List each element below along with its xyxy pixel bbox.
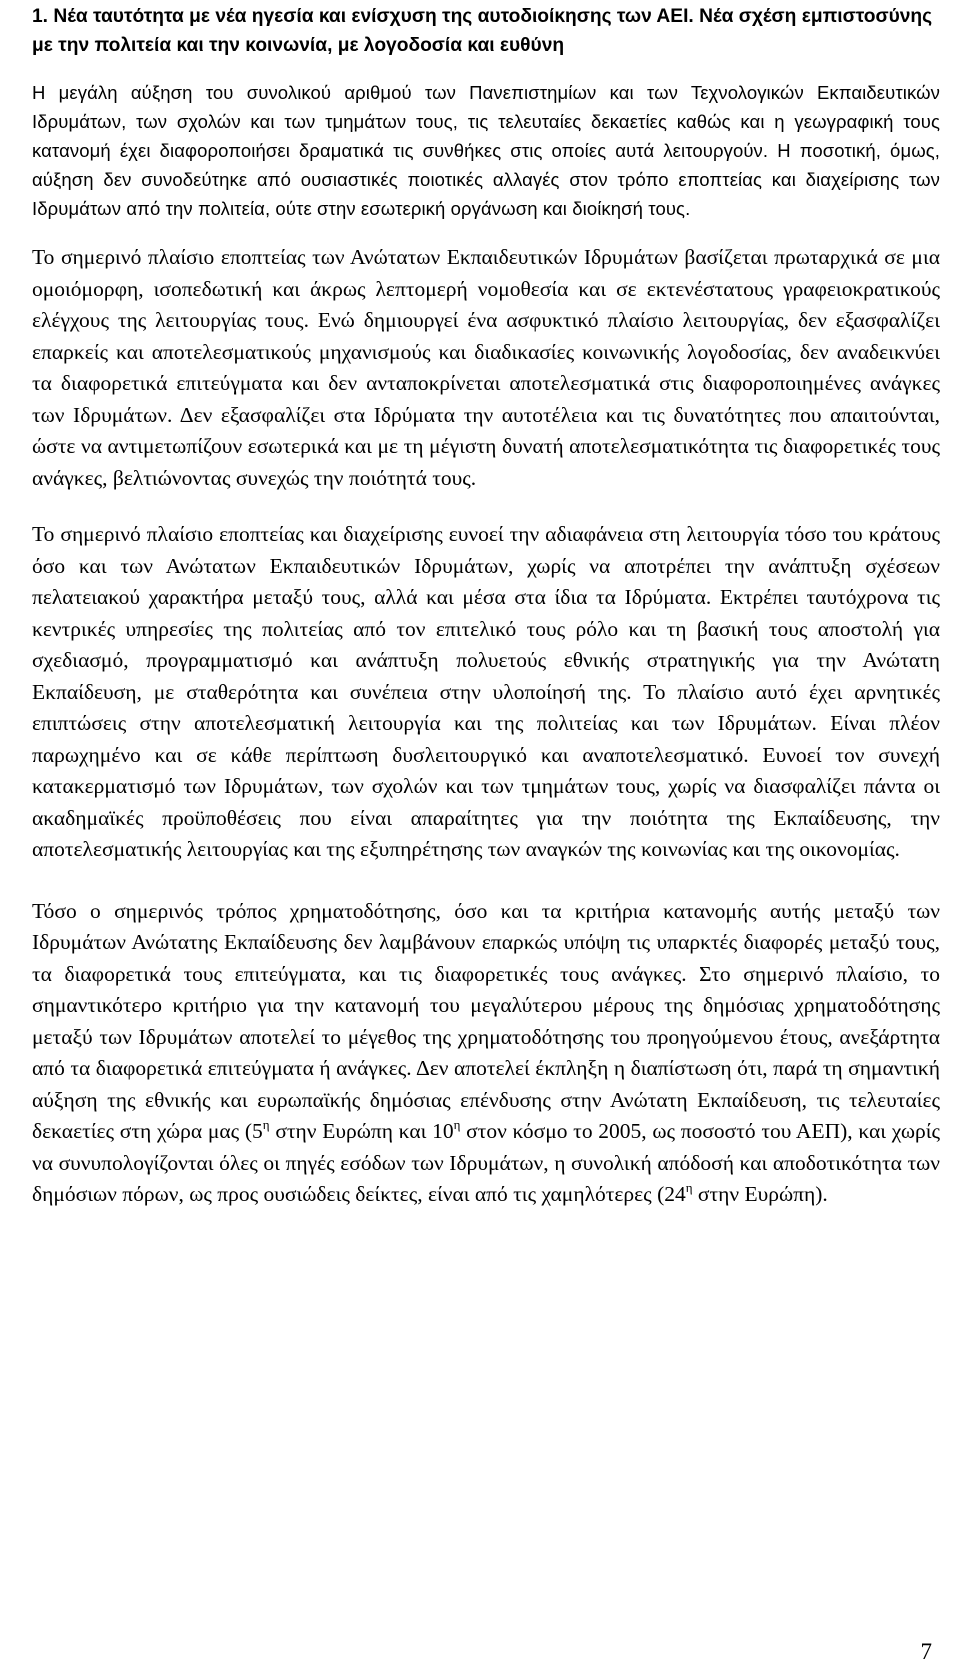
- paragraph-funding: [32, 896, 940, 1211]
- page-number: 7: [920, 1639, 932, 1664]
- paragraph-institutions-growth: Η μεγάλη αύξηση του συνολικού αριθμού των Πανεπιστημίων και των Τεχνολογικών Εκπαιδευτικών Ιδρυμάτων, των σχολών και των τμημάτων τους, τις τελευταίες δεκαετίες καθώς και η γεωγραφική τους κατανομή έχει διαφοροποιήσει δραματικά τις συνθήκες στις οποίες αυτά λειτουργούν. Η ποσοτική, όμως, αύξηση δεν συνοδεύτηκε από ουσιαστικές ποιοτικές αλλαγές στον τρόπο εποπτείας και διαχείρισης των Ιδρυμάτων από την πολιτεία, ούτε στην εσωτερική οργάνωση και διοίκησή τους.: [32, 82, 940, 219]
- ordinal-superscript: η: [453, 1117, 461, 1132]
- section-heading: 1. Νέα ταυτότητα με νέα ηγεσία και ενίσχυση της αυτοδιοίκησης των ΑΕΙ. Νέα σχέση εμπιστοσύνης με την πολιτεία και την κοινωνία, με λογοδοσία και ευθύνη: [32, 6, 933, 56]
- paragraph-supervision-framework: Το σημερινό πλαίσιο εποπτείας των Ανώτατων Εκπαιδευτικών Ιδρυμάτων βασίζεται πρωταρχικά σε μια ομοιόμορφη, ισοπεδωτική και άκρως λεπτομερή νομοθεσία και σε εκτενέστατους γραφειοκρατικούς ελέγχους της λειτουργίας τους. Ενώ δημιουργεί ένα ασφυκτικό πλαίσιο λειτουργίας, δεν εξασφαλίζει επαρκείς και αποτελεσματικούς μηχανισμούς και διαδικασίες κοινωνικής λογοδοσίας, δεν αναδεικνύει τα διαφορετικά επιτεύγματα και δεν ανταποκρίνεται αποτελεσματικά στις διαφοροποιημένες ανάγκες των Ιδρυμάτων. Δεν εξασφαλίζει στα Ιδρύματα την αυτοτέλεια και τις δυνατότητες που απαιτούνται, ώστε να αντιμετωπίζουν εσωτερικά και με τη μέγιστη δυνατή αποτελεσματικότητα τις διαφορετικές τους ανάγκες, βελτιώνοντας συνεχώς την ποιότητά τους.: [32, 245, 940, 490]
- paragraph-funding-part-4: στην Ευρώπη).: [692, 1182, 828, 1206]
- paragraph-funding-part-3: στον κόσμο το 2005, ως ποσοστό του ΑΕΠ), και χωρίς να συνυπολογίζονται όλες οι πηγές εσόδων των Ιδρυμάτων, η συνολική απόδοσή και αποδοτικότητα των δημόσιων πόρων, ως προς ουσιώδεις δείκτες, είναι από τις χαμηλότερες (24: [32, 1119, 940, 1206]
- paragraph-management-transparency: Το σημερινό πλαίσιο εποπτείας και διαχείρισης ευνοεί την αδιαφάνεια στη λειτουργία τόσο του κράτους όσο και των Ανώτατων Εκπαιδευτικών Ιδρυμάτων, χωρίς να αποτρέπει την ανάπτυξη σχέσεων πελατειακού χαρακτήρα μεταξύ τους, αλλά και μέσα στα ίδια τα Ιδρύματα. Εκτρέπει ταυτόχρονα τις κεντρικές υπηρεσίες της πολιτείας από τον επιτελικό τους ρόλο και τη βασική τους αποστολή για σχεδιασμό, προγραμματισμό και ανάπτυξη πολυετούς εθνικής στρατηγικής για την Ανώτατη Εκπαίδευση, με σταθερότητα και συνέπεια στην υλοποίησή της. Το πλαίσιο αυτό έχει αρνητικές επιπτώσεις στην αποτελεσματική λειτουργία και της πολιτείας και των Ιδρυμάτων. Είναι πλέον παρωχημένο και σε κάθε περίπτωση δυσλειτουργικό και αναποτελεσματικό. Ευνοεί τον συνεχή κατακερματισμό των Ιδρυμάτων, των σχολών και των τμημάτων τους, χωρίς να διασφαλίζει πάντα οι ακαδημαϊκές προϋποθέσεις που είναι απαραίτητες για την ποιότητα της Εκπαίδευσης, την αποτελεσματικής λειτουργίας και της εξυπηρέτησης των αναγκών της κοινωνίας και της οικονομίας.: [32, 522, 940, 861]
- ordinal-superscript: η: [262, 1117, 270, 1132]
- ordinal-superscript: η: [685, 1180, 693, 1195]
- paragraph-funding-part-2: στην Ευρώπη και 10: [269, 1119, 454, 1143]
- paragraph-funding-part-1: Τόσο ο σημερινός τρόπος χρηματοδότησης, όσο και τα κριτήρια κατανομής αυτής μεταξύ των Ιδρυμάτων Ανώτατης Εκπαίδευσης δεν λαμβάνουν επαρκώς υπόψη τις υπαρκτές διαφορές μεταξύ τους, τα διαφορετικά τους επιτεύγματα, και τις διαφορετικές τους ανάγκες. Στο σημερινό πλαίσιο, το σημαντικότερο κριτήριο για την κατανομή του μεγαλύτερου μέρους της δημόσιας χρηματοδότησης μεταξύ των Ιδρυμάτων αποτελεί το μέγεθος της χρηματοδότησης του προηγούμενου έτους, ανεξάρτητα από τα διαφορετικά επιτεύγματα ή ανάγκες. Δεν αποτελεί έκπληξη η διαπίστωση ότι, παρά τη σημαντική αύξηση της εθνικής και ευρωπαϊκής δημόσιας επένδυσης στην Ανώτατη Εκπαίδευση, τις τελευταίες δεκαετίες στη χώρα μας (5: [32, 898, 940, 1143]
